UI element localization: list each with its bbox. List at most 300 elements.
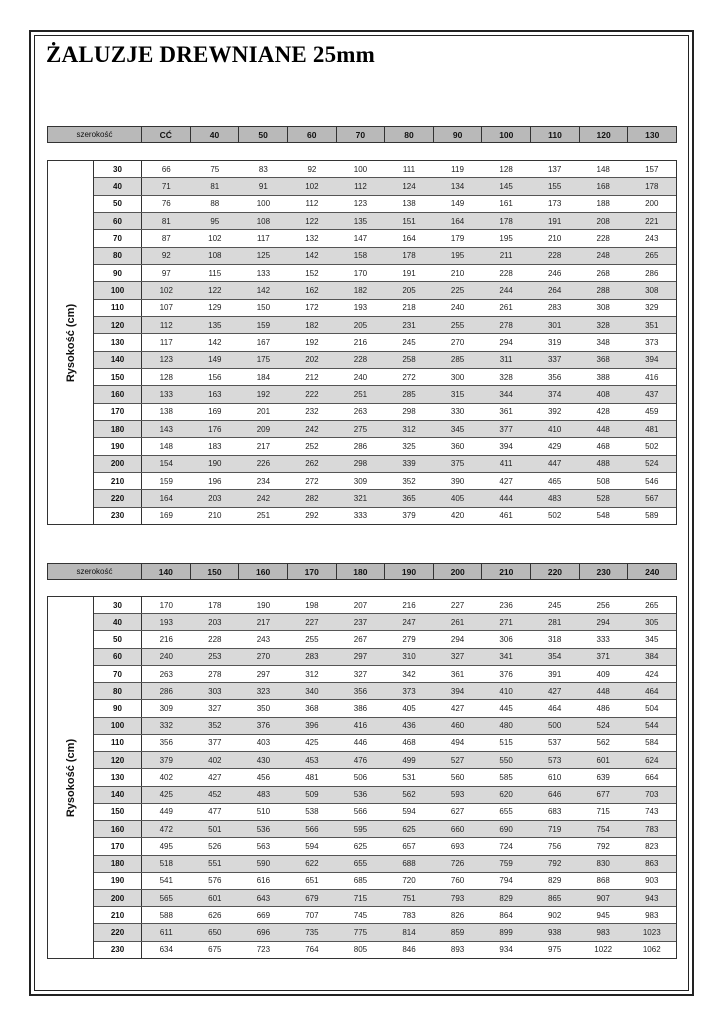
price-cell: 263: [353, 407, 368, 417]
price-cell: 294: [596, 617, 610, 627]
price-cell: 312: [402, 424, 416, 434]
price-cell: 655: [499, 807, 513, 817]
table-row: [94, 889, 676, 906]
price-cell: 205: [402, 285, 416, 295]
price-cell: 205: [353, 320, 368, 330]
price-cell: 464: [645, 686, 659, 696]
price-cell: 562: [596, 738, 610, 748]
price-cell: 286: [645, 268, 659, 278]
price-cell: 200: [645, 199, 659, 209]
price-cell: 243: [645, 233, 659, 243]
price-cell: 142: [208, 337, 222, 347]
price-cell: 125: [256, 251, 271, 261]
price-cell: 244: [499, 285, 513, 295]
price-cell: 341: [499, 652, 513, 662]
price-cell: 459: [645, 407, 659, 417]
table-row: [94, 177, 676, 194]
price-cell: 159: [159, 476, 173, 486]
price-cell: 524: [596, 721, 610, 731]
table-row: [94, 229, 676, 246]
price-cell: 133: [159, 389, 173, 399]
price-cell: 585: [499, 772, 513, 782]
price-cell: 562: [402, 790, 416, 800]
price-cell: 333: [353, 511, 368, 521]
width-column-header: 230: [579, 564, 628, 579]
price-cell: 403: [256, 738, 271, 748]
price-cell: 793: [450, 893, 465, 903]
price-cell: 376: [499, 669, 513, 679]
price-cell: 92: [307, 164, 317, 174]
price-cell: 152: [305, 268, 319, 278]
price-cell: 356: [353, 686, 368, 696]
price-cell: 285: [402, 389, 416, 399]
price-cell: 646: [547, 790, 562, 800]
price-cell: 176: [208, 424, 222, 434]
price-cell: 430: [256, 755, 271, 765]
price-cell: 624: [645, 755, 659, 765]
table-row: [94, 161, 676, 177]
price-cell: 783: [645, 824, 659, 834]
price-cell: 392: [547, 407, 562, 417]
height-row-label: 50: [94, 631, 142, 647]
price-cell: 488: [596, 459, 610, 469]
price-cell: 271: [499, 617, 513, 627]
price-cell: 318: [547, 635, 562, 645]
price-cell: 188: [596, 199, 610, 209]
price-cell: 477: [208, 807, 222, 817]
width-column-header: 100: [481, 127, 530, 142]
price-cell: 675: [208, 945, 222, 955]
price-table-2: [47, 596, 677, 959]
price-cell: 655: [353, 859, 368, 869]
price-cell: 625: [402, 824, 416, 834]
price-cell: 258: [402, 355, 416, 365]
price-cell: 261: [450, 617, 465, 627]
price-grid-1: [94, 161, 676, 524]
price-cell: 340: [305, 686, 319, 696]
price-cell: 345: [450, 424, 465, 434]
price-cell: 319: [547, 337, 562, 347]
price-cell: 228: [547, 251, 562, 261]
price-cell: 677: [596, 790, 610, 800]
price-cell: 669: [256, 910, 271, 920]
height-row-label: 90: [94, 700, 142, 716]
price-cell: 481: [645, 424, 659, 434]
table-row: [94, 368, 676, 385]
price-cell: 983: [645, 910, 659, 920]
price-cell: 117: [256, 233, 270, 243]
price-cell: 348: [596, 337, 610, 347]
price-cell: 102: [305, 181, 319, 191]
price-cell: 81: [161, 216, 171, 226]
price-cell: 429: [547, 441, 562, 451]
table-row: [94, 420, 676, 437]
table-row: [94, 264, 676, 281]
price-cell: 548: [596, 511, 610, 521]
height-row-label: 130: [94, 769, 142, 785]
price-cell: 693: [450, 841, 465, 851]
price-cell: 210: [450, 268, 465, 278]
width-column-header: 170: [287, 564, 336, 579]
price-cell: 303: [208, 686, 222, 696]
price-cell: 792: [596, 841, 610, 851]
price-cell: 201: [256, 407, 271, 417]
price-cell: 402: [159, 772, 173, 782]
price-cell: 468: [402, 738, 416, 748]
price-cell: 240: [353, 372, 368, 382]
height-row-label: 50: [94, 196, 142, 212]
table-row: [94, 212, 676, 229]
price-cell: 251: [256, 511, 271, 521]
price-cell: 164: [159, 493, 173, 503]
price-cell: 588: [159, 910, 173, 920]
table-row: [94, 299, 676, 316]
price-cell: 566: [353, 807, 368, 817]
price-cell: 142: [256, 285, 271, 295]
price-cell: 360: [450, 441, 465, 451]
price-cell: 688: [402, 859, 416, 869]
price-cell: 814: [402, 928, 416, 938]
price-cell: 536: [353, 790, 368, 800]
price-cell: 508: [596, 476, 610, 486]
price-cell: 483: [256, 790, 271, 800]
price-cell: 427: [450, 704, 465, 714]
price-cell: 191: [547, 216, 562, 226]
price-cell: 163: [208, 389, 222, 399]
price-cell: 323: [256, 686, 271, 696]
price-cell: 256: [596, 600, 610, 610]
price-cell: 1023: [642, 928, 661, 938]
price-cell: 938: [547, 928, 562, 938]
price-cell: 217: [256, 617, 271, 627]
height-row-label: 170: [94, 404, 142, 420]
price-cell: 859: [450, 928, 465, 938]
height-axis-label: Rysokość (cm): [64, 303, 77, 382]
price-cell: 172: [305, 303, 319, 313]
price-cell: 87: [161, 233, 171, 243]
price-cell: 657: [402, 841, 416, 851]
price-cell: 148: [159, 441, 173, 451]
price-cell: 102: [208, 233, 222, 243]
price-cell: 182: [353, 285, 368, 295]
price-cell: 178: [645, 181, 659, 191]
price-cell: 907: [596, 893, 610, 903]
price-cell: 245: [402, 337, 416, 347]
price-cell: 565: [159, 893, 173, 903]
price-cell: 309: [353, 476, 368, 486]
height-row-label: 60: [94, 649, 142, 665]
price-cell: 124: [402, 181, 416, 191]
price-cell: 868: [596, 876, 610, 886]
width-column-header: 220: [530, 564, 579, 579]
height-row-label: 170: [94, 838, 142, 854]
price-cell: 246: [547, 268, 562, 278]
price-cell: 494: [450, 738, 465, 748]
width-column-header: 40: [190, 127, 239, 142]
price-cell: 500: [547, 721, 562, 731]
price-cell: 245: [547, 600, 562, 610]
price-cell: 240: [450, 303, 465, 313]
price-cell: 805: [353, 945, 368, 955]
height-row-label: 40: [94, 614, 142, 630]
price-cell: 902: [547, 910, 562, 920]
table-row: [94, 699, 676, 716]
price-cell: 286: [353, 441, 368, 451]
price-cell: 210: [547, 233, 562, 243]
price-cell: 826: [450, 910, 465, 920]
price-cell: 386: [353, 704, 368, 714]
price-cell: 352: [208, 721, 222, 731]
price-cell: 344: [499, 389, 513, 399]
price-cell: 707: [305, 910, 319, 920]
price-cell: 830: [596, 859, 610, 869]
price-cell: 437: [645, 389, 659, 399]
width-column-header: 150: [190, 564, 239, 579]
height-row-label: 200: [94, 890, 142, 906]
price-cell: 203: [208, 617, 222, 627]
table-row: [94, 630, 676, 647]
price-cell: 453: [305, 755, 319, 765]
price-cell: 390: [450, 476, 465, 486]
price-cell: 527: [450, 755, 465, 765]
price-cell: 261: [499, 303, 513, 313]
price-cell: 377: [208, 738, 222, 748]
table-row: [94, 648, 676, 665]
height-row-label: 130: [94, 334, 142, 350]
height-row-label: 80: [94, 248, 142, 264]
price-cell: 405: [402, 704, 416, 714]
price-cell: 228: [208, 635, 222, 645]
height-row-label: 60: [94, 213, 142, 229]
price-cell: 509: [305, 790, 319, 800]
price-cell: 100: [256, 199, 271, 209]
price-cell: 192: [256, 389, 271, 399]
price-cell: 365: [402, 493, 416, 503]
price-cell: 783: [402, 910, 416, 920]
price-cell: 95: [210, 216, 220, 226]
price-cell: 75: [210, 164, 220, 174]
price-cell: 195: [450, 251, 465, 261]
price-cell: 679: [305, 893, 319, 903]
height-row-label: 160: [94, 821, 142, 837]
price-cell: 352: [402, 476, 416, 486]
price-cell: 227: [450, 600, 465, 610]
table-row: [94, 351, 676, 368]
price-cell: 456: [256, 772, 271, 782]
table-row: [94, 597, 676, 613]
price-cell: 823: [645, 841, 659, 851]
price-cell: 297: [353, 652, 368, 662]
price-cell: 601: [596, 755, 610, 765]
width-column-header: CĆ: [141, 127, 190, 142]
price-cell: 528: [596, 493, 610, 503]
price-cell: 538: [305, 807, 319, 817]
price-cell: 128: [159, 372, 173, 382]
price-cell: 81: [210, 181, 220, 191]
price-cell: 138: [159, 407, 173, 417]
price-cell: 212: [305, 372, 319, 382]
price-cell: 420: [450, 511, 465, 521]
width-column-header: 70: [336, 127, 385, 142]
price-cell: 696: [256, 928, 271, 938]
price-cell: 611: [159, 928, 173, 938]
price-cell: 391: [547, 669, 562, 679]
price-cell: 356: [547, 372, 562, 382]
price-cell: 190: [256, 600, 271, 610]
price-cell: 211: [499, 251, 513, 261]
price-cell: 135: [208, 320, 222, 330]
price-cell: 216: [402, 600, 416, 610]
price-cell: 148: [596, 164, 610, 174]
price-cell: 745: [353, 910, 368, 920]
table-row: [94, 820, 676, 837]
price-cell: 76: [161, 199, 171, 209]
table-row: [94, 768, 676, 785]
price-cell: 356: [159, 738, 173, 748]
height-row-label: 70: [94, 230, 142, 246]
price-cell: 379: [402, 511, 416, 521]
price-cell: 122: [208, 285, 222, 295]
price-cell: 270: [450, 337, 465, 347]
height-row-label: 90: [94, 265, 142, 281]
price-cell: 460: [450, 721, 465, 731]
table-row: [94, 437, 676, 454]
height-row-label: 190: [94, 873, 142, 889]
price-cell: 518: [159, 859, 173, 869]
price-cell: 265: [645, 251, 659, 261]
price-cell: 178: [499, 216, 513, 226]
price-cell: 328: [596, 320, 610, 330]
table-row: [94, 316, 676, 333]
price-cell: 461: [499, 511, 513, 521]
price-cell: 759: [499, 859, 513, 869]
price-cell: 216: [159, 635, 173, 645]
table-row: [94, 665, 676, 682]
price-cell: 228: [499, 268, 513, 278]
price-cell: 182: [305, 320, 319, 330]
price-cell: 566: [305, 824, 319, 834]
price-cell: 589: [645, 511, 659, 521]
price-cell: 567: [645, 493, 659, 503]
price-cell: 149: [450, 199, 465, 209]
height-row-label: 40: [94, 178, 142, 194]
height-row-label: 30: [94, 161, 142, 177]
price-cell: 394: [450, 686, 465, 696]
price-cell: 449: [159, 807, 173, 817]
price-cell: 270: [256, 652, 271, 662]
price-cell: 308: [645, 285, 659, 295]
price-cell: 272: [402, 372, 416, 382]
height-row-label: 30: [94, 597, 142, 613]
height-row-label: 100: [94, 282, 142, 298]
price-cell: 178: [402, 251, 416, 261]
width-column-header: 120: [579, 127, 628, 142]
price-cell: 983: [596, 928, 610, 938]
height-row-label: 150: [94, 804, 142, 820]
price-cell: 376: [256, 721, 271, 731]
price-cell: 560: [450, 772, 465, 782]
price-cell: 893: [450, 945, 465, 955]
price-cell: 193: [353, 303, 368, 313]
width-header-row-2: [47, 563, 677, 580]
price-cell: 294: [450, 635, 465, 645]
price-cell: 169: [159, 511, 173, 521]
table-row: [94, 855, 676, 872]
price-cell: 903: [645, 876, 659, 886]
page-title: ŻALUZJE DREWNIANE 25mm: [46, 42, 375, 67]
price-cell: 943: [645, 893, 659, 903]
height-row-label: 120: [94, 317, 142, 333]
price-cell: 384: [645, 652, 659, 662]
price-cell: 155: [547, 181, 562, 191]
price-cell: 242: [256, 493, 271, 503]
price-cell: 544: [645, 721, 659, 731]
price-cell: 255: [450, 320, 465, 330]
price-cell: 428: [596, 407, 610, 417]
price-cell: 720: [402, 876, 416, 886]
price-cell: 102: [159, 285, 173, 295]
price-cell: 427: [499, 476, 513, 486]
price-cell: 541: [159, 876, 173, 886]
price-cell: 253: [208, 652, 222, 662]
price-cell: 634: [159, 945, 173, 955]
price-cell: 464: [547, 704, 562, 714]
price-cell: 625: [353, 841, 368, 851]
price-cell: 846: [402, 945, 416, 955]
table-row: [94, 751, 676, 768]
price-cell: 616: [256, 876, 271, 886]
price-cell: 164: [402, 233, 416, 243]
price-cell: 107: [159, 303, 173, 313]
price-cell: 495: [159, 841, 173, 851]
price-cell: 282: [305, 493, 319, 503]
price-cell: 225: [450, 285, 465, 295]
price-cell: 447: [547, 459, 562, 469]
height-row-label: 220: [94, 924, 142, 940]
price-cell: 394: [499, 441, 513, 451]
price-cell: 361: [499, 407, 513, 417]
height-row-label: 200: [94, 456, 142, 472]
width-column-header: 240: [627, 564, 676, 579]
price-cell: 232: [305, 407, 319, 417]
price-cell: 371: [596, 652, 610, 662]
price-cell: 308: [596, 303, 610, 313]
height-row-label: 140: [94, 352, 142, 368]
price-cell: 66: [161, 164, 171, 174]
price-cell: 373: [402, 686, 416, 696]
price-cell: 690: [499, 824, 513, 834]
price-cell: 275: [353, 424, 368, 434]
price-cell: 240: [159, 652, 173, 662]
price-cell: 268: [596, 268, 610, 278]
height-axis-cell: [48, 597, 94, 958]
price-cell: 715: [596, 807, 610, 817]
price-cell: 327: [208, 704, 222, 714]
price-cell: 792: [547, 859, 562, 869]
price-cell: 424: [645, 669, 659, 679]
price-cell: 402: [208, 755, 222, 765]
price-cell: 329: [645, 303, 659, 313]
height-row-label: 220: [94, 490, 142, 506]
price-cell: 286: [159, 686, 173, 696]
price-cell: 159: [256, 320, 271, 330]
price-cell: 472: [159, 824, 173, 834]
price-cell: 162: [305, 285, 319, 295]
table-row: [94, 489, 676, 506]
table-row: [94, 195, 676, 212]
price-cell: 468: [596, 441, 610, 451]
height-row-label: 100: [94, 718, 142, 734]
